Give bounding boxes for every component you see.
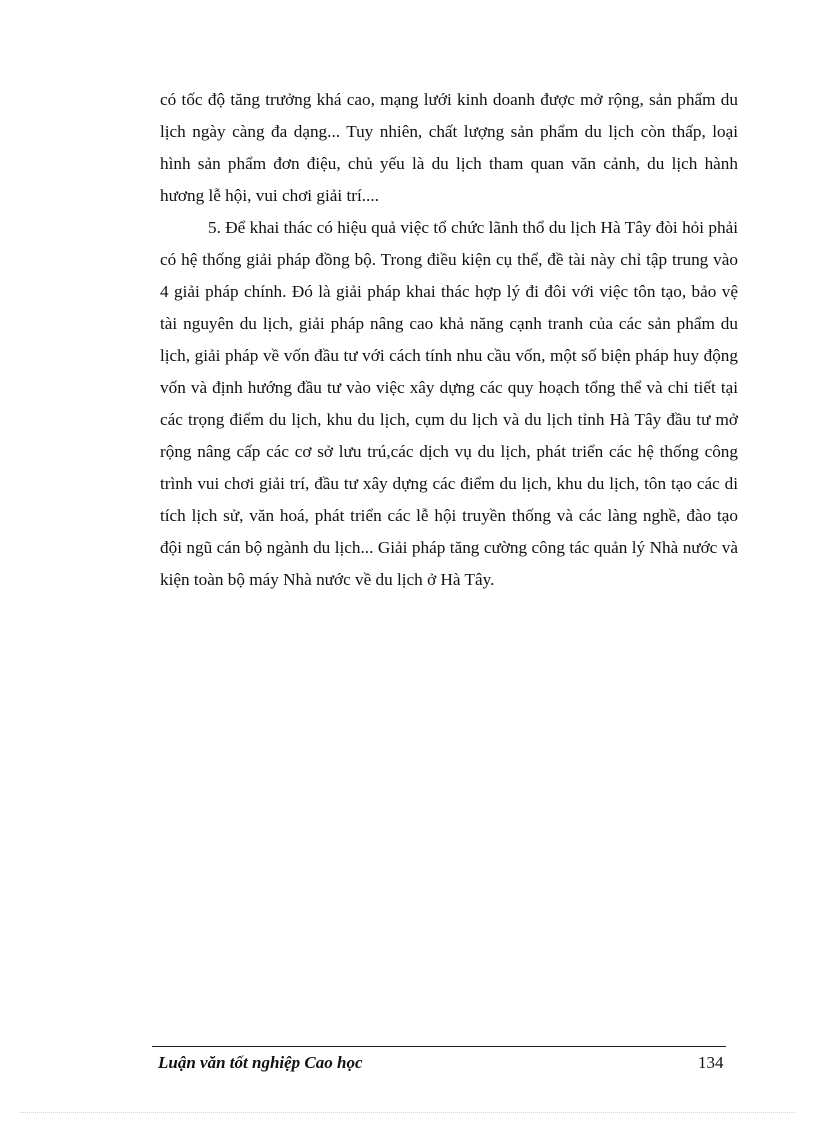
- page-number: 134: [698, 1053, 724, 1072]
- footer-divider: [152, 1046, 726, 1047]
- paragraph-continuation: có tốc độ tăng trưởng khá cao, mạng lưới kinh doanh được mở rộng, sản phẩm du lịch ngày càng đa dạng... Tuy nhiên, chất lượng sản phẩm du lịch còn thấp, loại hình sản phẩm đơn điệu, chủ yếu là du lịch tham quan văn cảnh, du lịch hành hương lễ hội, vui chơi giải trí....: [160, 90, 738, 205]
- page-edge-dotted-line: [20, 1112, 796, 1113]
- footer-title: Luận văn tốt nghiệp Cao học: [158, 1053, 363, 1072]
- body-text: [160, 84, 738, 596]
- paragraph-solutions: 5. Để khai thác có hiệu quả việc tổ chức lãnh thổ du lịch Hà Tây đòi hỏi phải có hệ thống giải pháp đồng bộ. Trong điều kiện cụ thể, đề tài này chỉ tập trung vào 4 giải pháp chính. Đó là giải pháp khai thác hợp lý đi đôi với việc tôn tạo, bảo vệ tài nguyên du lịch, giải pháp nâng cao khả năng cạnh tranh của các sản phẩm du lịch, giải pháp về vốn đầu tư với cách tính nhu cầu vốn, một số biện pháp huy động vốn và định hướng đầu tư vào việc xây dựng các quy hoạch tổng thể và chi tiết tại các trọng điểm du lịch, khu du lịch, cụm du lịch và du lịch tỉnh Hà Tây đầu tư mở rộng nâng cấp các cơ sở lưu trú,các dịch vụ du lịch, phát triển các hệ thống công trình vui chơi giải trí, đầu tư xây dựng các điểm du lịch, khu du lịch, tôn tạo các di tích lịch sử, văn hoá, phát triển các lễ hội truyền thống và các làng nghề, đào tạo đội ngũ cán bộ ngành du lịch... Giải pháp tăng cường công tác quản lý Nhà nước và kiện toàn bộ máy Nhà nước về du lịch ở Hà Tây.: [160, 218, 738, 589]
